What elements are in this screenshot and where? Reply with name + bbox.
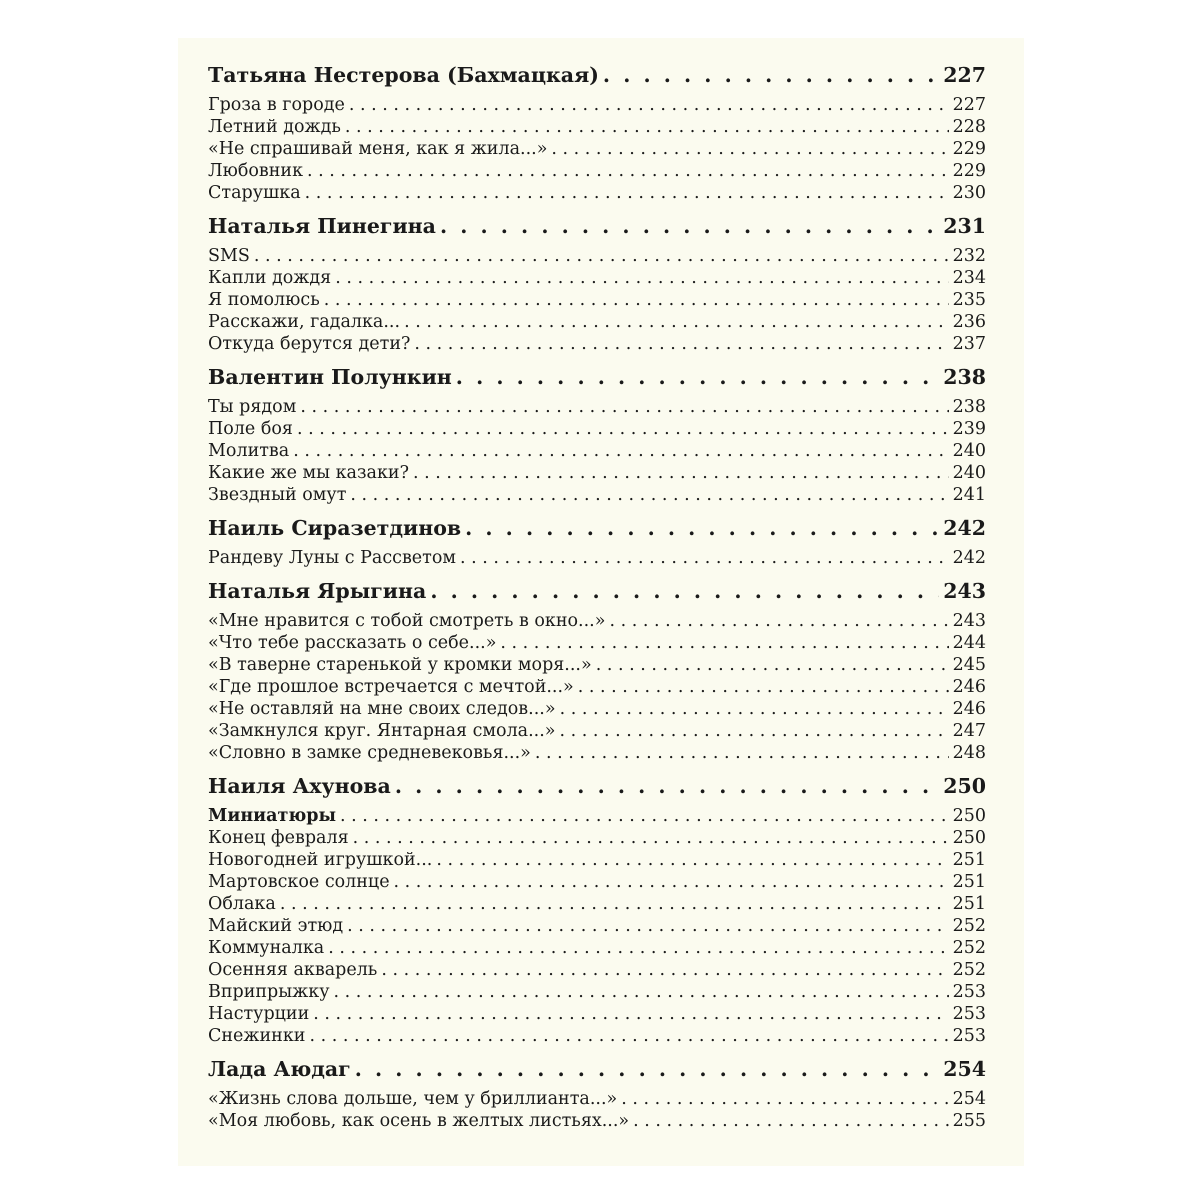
toc-entry (208, 827, 986, 849)
dot-leader (603, 62, 939, 88)
dot-leader (436, 849, 948, 871)
dot-leader (293, 440, 948, 462)
author-name: Валентин Полункин (208, 365, 452, 389)
entry-title: «Жизнь слова дольше, чем у бриллианта...» (208, 1089, 618, 1109)
entry-title: Вприпрыжку (208, 982, 330, 1002)
entry-title: «Замкнулся круг. Янтарная смола...» (208, 721, 556, 741)
toc-entry (208, 333, 986, 355)
author-heading (208, 515, 986, 541)
toc-entry (208, 1110, 986, 1132)
dot-leader (560, 698, 949, 720)
dot-leader (309, 1025, 948, 1047)
entry-title: «Что тебе рассказать о себе...» (208, 633, 497, 653)
toc-entry (208, 462, 986, 484)
author-name: Наиль Сиразетдинов (208, 516, 462, 540)
toc-section (208, 773, 986, 1047)
entry-title: Я помолюсь (208, 290, 320, 310)
entry-title: Капли дождя (208, 268, 332, 288)
toc-entry (208, 547, 986, 569)
entry-page-number: 228 (952, 117, 986, 137)
author-name: Наталья Ярыгина (208, 579, 427, 603)
author-page-number: 243 (943, 579, 986, 603)
entry-page-number: 241 (952, 485, 986, 505)
entry-page-number: 253 (952, 982, 986, 1002)
entry-title: Гроза в городе (208, 95, 345, 115)
dot-leader (460, 547, 949, 569)
entry-page-number: 251 (952, 894, 986, 914)
toc-entry (208, 160, 986, 182)
author-name: Лада Аюдаг (208, 1057, 351, 1081)
entry-title: «Где прошлое встречается с мечтой...» (208, 677, 574, 697)
entry-page-number: 227 (952, 95, 986, 115)
entry-title: Снежинки (208, 1026, 306, 1046)
toc-entry (208, 676, 986, 698)
toc-section (208, 578, 986, 764)
toc-entry (208, 805, 986, 827)
entry-title: Коммуналка (208, 938, 325, 958)
toc-entry (208, 610, 986, 632)
entry-title: Любовник (208, 161, 304, 181)
toc-entry (208, 654, 986, 676)
toc-entry (208, 720, 986, 742)
dot-leader (535, 742, 949, 764)
toc-entry (208, 182, 986, 204)
entry-title: Мартовское солнце (208, 872, 390, 892)
toc-section (208, 62, 986, 204)
dot-leader (328, 937, 948, 959)
toc-entry (208, 632, 986, 654)
author-name: Наталья Пинегина (208, 214, 436, 238)
dot-leader (633, 1110, 948, 1132)
entry-page-number: 234 (952, 268, 986, 288)
toc-entry (208, 484, 986, 506)
dot-leader (394, 871, 949, 893)
dot-leader (596, 654, 949, 676)
entry-title: Новогодней игрушкой... (208, 850, 433, 870)
author-page-number: 242 (943, 516, 986, 540)
dot-leader (456, 364, 939, 390)
dot-leader (280, 893, 949, 915)
entry-page-number: 252 (952, 960, 986, 980)
entry-title: Рандеву Луны с Рассветом (208, 548, 456, 568)
entry-title: Ты рядом (208, 397, 297, 417)
dot-leader (578, 676, 949, 698)
entry-title: Осенняя акварель (208, 960, 378, 980)
toc-section (208, 1056, 986, 1132)
entry-page-number: 255 (952, 1111, 986, 1131)
dot-leader (345, 116, 949, 138)
author-heading (208, 213, 986, 239)
dot-leader (355, 1056, 939, 1082)
author-name: Наиля Ахунова (208, 774, 391, 798)
toc-entry (208, 1003, 986, 1025)
toc-entry (208, 959, 986, 981)
entry-title: Молитва (208, 441, 290, 461)
entry-page-number: 242 (952, 548, 986, 568)
toc-entry (208, 418, 986, 440)
entry-page-number: 236 (952, 312, 986, 332)
author-page-number: 254 (943, 1057, 986, 1081)
dot-leader (551, 138, 948, 160)
toc-entry (208, 245, 986, 267)
dot-leader (353, 827, 949, 849)
dot-leader (465, 515, 939, 541)
dot-leader (307, 160, 949, 182)
dot-leader (609, 610, 948, 632)
entry-title: Поле боя (208, 419, 293, 439)
entry-title: Миниатюры (208, 806, 337, 826)
dot-leader (440, 213, 939, 239)
entry-title: «Словно в замке средневековья...» (208, 743, 531, 763)
toc-section (208, 515, 986, 569)
toc-entry (208, 742, 986, 764)
entry-title: Звездный омут (208, 485, 347, 505)
entry-page-number: 240 (952, 463, 986, 483)
author-heading (208, 364, 986, 390)
entry-title: Старушка (208, 183, 301, 203)
author-page-number: 238 (943, 365, 986, 389)
dot-leader (305, 182, 949, 204)
entry-page-number: 251 (952, 872, 986, 892)
entry-title: Настурции (208, 1004, 310, 1024)
author-heading (208, 773, 986, 799)
entry-page-number: 229 (952, 161, 986, 181)
entry-page-number: 243 (952, 611, 986, 631)
dot-leader (334, 981, 949, 1003)
dot-leader (350, 484, 948, 506)
toc-entry (208, 849, 986, 871)
toc-entry (208, 138, 986, 160)
dot-leader (300, 396, 948, 418)
author-heading (208, 578, 986, 604)
entry-title: Облака (208, 894, 276, 914)
dot-leader (297, 418, 949, 440)
toc-entry (208, 94, 986, 116)
entry-title: Летний дождь (208, 117, 341, 137)
dot-leader (430, 578, 939, 604)
dot-leader (335, 267, 948, 289)
entry-page-number: 240 (952, 441, 986, 461)
toc-entry (208, 698, 986, 720)
entry-page-number: 250 (952, 828, 986, 848)
dot-leader (349, 94, 949, 116)
entry-page-number: 247 (952, 721, 986, 741)
entry-page-number: 230 (952, 183, 986, 203)
author-heading (208, 1056, 986, 1082)
entry-page-number: 245 (952, 655, 986, 675)
toc-section (208, 213, 986, 355)
toc-entry (208, 267, 986, 289)
entry-page-number: 250 (952, 806, 986, 826)
entry-page-number: 253 (952, 1004, 986, 1024)
entry-title: «Не спрашивай меня, как я жила...» (208, 139, 548, 159)
dot-leader (500, 632, 948, 654)
entry-title: «Моя любовь, как осень в желтых листьях...» (208, 1111, 630, 1131)
entry-title: SMS (208, 246, 250, 266)
dot-leader (560, 720, 949, 742)
dot-leader (395, 773, 939, 799)
dot-leader (404, 311, 949, 333)
entry-page-number: 246 (952, 677, 986, 697)
entry-title: Какие же мы казаки? (208, 463, 409, 483)
dot-leader (313, 1003, 948, 1025)
toc-section (208, 364, 986, 506)
dot-leader (340, 805, 949, 827)
entry-title: «В таверне старенькой у кромки моря...» (208, 655, 592, 675)
entry-title: «Мне нравится с тобой смотреть в окно...» (208, 611, 606, 631)
entry-title: Майский этюд (208, 916, 344, 936)
entry-page-number: 232 (952, 246, 986, 266)
entry-title: Расскажи, гадалка... (208, 312, 401, 332)
toc-entry (208, 915, 986, 937)
author-page-number: 231 (943, 214, 986, 238)
entry-page-number: 246 (952, 699, 986, 719)
toc-entry (208, 981, 986, 1003)
entry-title: Конец февраля (208, 828, 349, 848)
entry-page-number: 239 (952, 419, 986, 439)
entry-page-number: 253 (952, 1026, 986, 1046)
dot-leader (414, 333, 948, 355)
author-page-number: 227 (943, 63, 986, 87)
toc-entry (208, 311, 986, 333)
table-of-contents (208, 62, 986, 1141)
dot-leader (381, 959, 948, 981)
author-name: Татьяна Нестерова (Бахмацкая) (208, 63, 599, 87)
author-heading (208, 62, 986, 88)
entry-page-number: 237 (952, 334, 986, 354)
entry-title: «Не оставляй на мне своих следов...» (208, 699, 556, 719)
toc-entry (208, 289, 986, 311)
entry-page-number: 248 (952, 743, 986, 763)
toc-entry (208, 893, 986, 915)
entry-page-number: 244 (952, 633, 986, 653)
dot-leader (413, 462, 949, 484)
toc-entry (208, 1025, 986, 1047)
toc-entry (208, 937, 986, 959)
entry-page-number: 252 (952, 916, 986, 936)
entry-page-number: 229 (952, 139, 986, 159)
author-page-number: 250 (943, 774, 986, 798)
dot-leader (347, 915, 948, 937)
toc-entry (208, 440, 986, 462)
entry-page-number: 254 (952, 1089, 986, 1109)
dot-leader (621, 1088, 948, 1110)
toc-entry (208, 116, 986, 138)
toc-entry (208, 396, 986, 418)
entry-page-number: 235 (952, 290, 986, 310)
toc-entry (208, 871, 986, 893)
toc-entry (208, 1088, 986, 1110)
dot-leader (324, 289, 949, 311)
entry-page-number: 238 (952, 397, 986, 417)
entry-page-number: 251 (952, 850, 986, 870)
entry-page-number: 252 (952, 938, 986, 958)
entry-title: Откуда берутся дети? (208, 334, 411, 354)
book-page (178, 38, 1024, 1166)
dot-leader (254, 245, 949, 267)
